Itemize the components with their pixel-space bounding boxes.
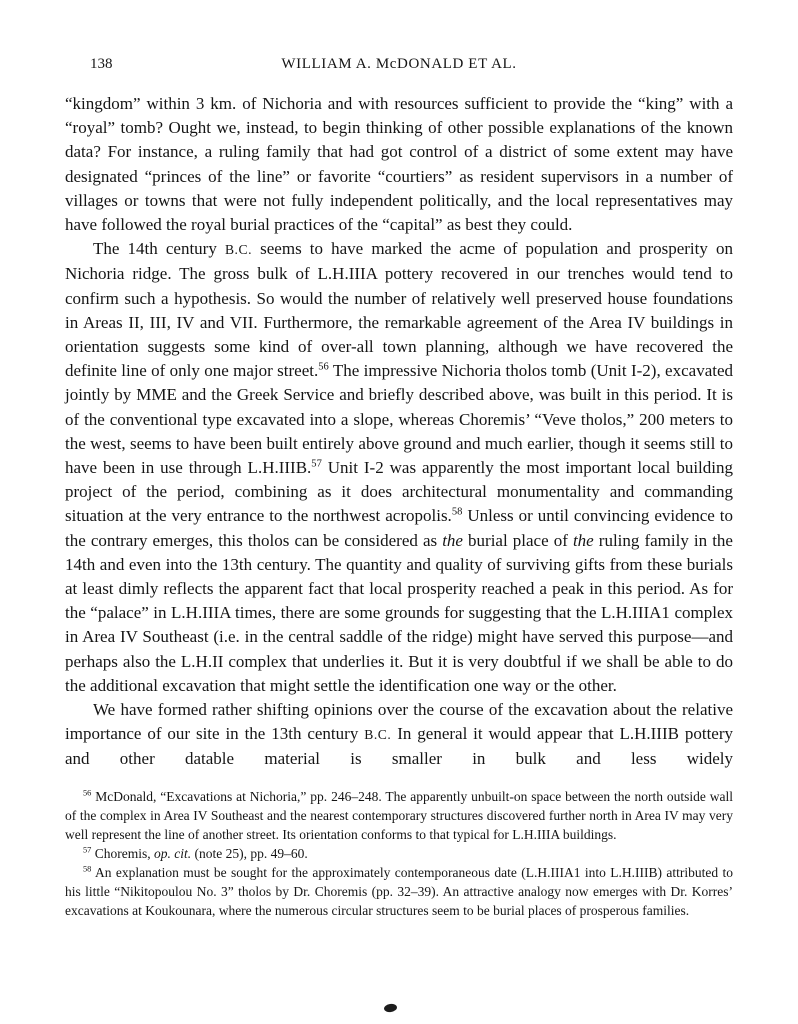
footnote-marker: 56 (318, 361, 329, 373)
text-run: Unit I-2 was apparently the most important local building project of the period, combining as it does architectural monumentality and commanding situation at the very entrance to the northwest acropolis. (65, 458, 733, 526)
footnote-marker: 58 (451, 506, 463, 518)
footnotes-section (65, 787, 733, 920)
text-run: Unless or until convincing evidence to the contrary emerges, this tholos can be considered as (65, 506, 733, 550)
footnote (65, 863, 733, 920)
footnote-marker: 57 (83, 845, 92, 855)
running-header: WILLIAM A. McDONALD ET AL. (281, 56, 517, 72)
page-number: 138 (90, 56, 113, 72)
footnote-marker: 57 (311, 458, 322, 470)
text-run: B.C. (364, 727, 392, 743)
text-run: The 14th century (93, 239, 225, 259)
text-run: (note 25), pp. 49–60. (191, 845, 308, 861)
text-run: The impressive Nichoria tholos tomb (Unit I-2), excavated jointly by MME and the Greek Service and briefly described above, was built in this period. It is of the conventional type excavated into a slope, whereas Choremis’ “Veve tholos,” 200 meters to the west, seems to have been built entirely above ground and much earlier, though it seems still to have been in use through L.H.IIIB. (65, 361, 734, 478)
text-run: B.C. (224, 242, 253, 258)
text-run: McDonald, “Excavations at Nichoria,” pp. 246–248. The apparently unbuilt-on space between the north outside wall of the complex in Area IV Southeast and the nearest contemporary structures discovered further north in Area IV may very well represent the line of another street. Its orientation conforms to that typical for L.H.IIIA buildings. (65, 788, 733, 842)
footnote (65, 844, 733, 863)
footnote-marker: 56 (83, 788, 92, 798)
footnote-marker: 58 (83, 864, 92, 874)
text-run: “kingdom” within 3 km. of Nichoria and with resources sufficient to provide the “king” with a “royal” tomb? Ought we, instead, to begin thinking of other possible explanations of the known data? For instance, a ruling family that had got control of a district of some extent may have designated “princes of the line” or favorite “courtiers” as resident supervisors in a number of villages or towns that were not fully independent politically, and the local representatives may have followed the royal burial practices of the “capital” as best they could. (65, 94, 733, 235)
paragraph (65, 92, 733, 237)
text-run: op. cit. (153, 845, 192, 861)
article-body (65, 92, 733, 772)
ink-mark (384, 1003, 398, 1013)
text-run: the (442, 530, 463, 550)
footnote (65, 787, 733, 844)
text-run: Choremis, (91, 845, 154, 861)
text-run: seems to have marked the acme of population and prosperity on Nichoria ridge. The gross bulk of L.H.IIIA pottery recovered in our trenches would tend to confirm such a hypothesis. So would the number of relatively well preserved house foundations in Areas II, III, IV and VII. Furthermore, the remarkable agreement of the Area IV buildings in orientation suggests some kind of over-all town planning, although we have recovered the definite line of only one major street. (65, 239, 733, 381)
text-run: burial place of (462, 530, 573, 550)
paragraph (65, 237, 733, 698)
text-run: An explanation must be sought for the approximately contemporaneous date (L.H.IIIA1 into L.H.IIIB) attributed to his little “Nikitopoulou No. 3” tholos by Dr. Choremis (pp. 32–39). An attractive analogy now emerges with Dr. Korres’ excavations at Koukounara, where the numerous circular structures seem to be burial places of prosperous families. (65, 864, 733, 918)
text-run: We have formed rather shifting opinions over the course of the excavation about the relative importance of our site in the 13th century (65, 700, 733, 744)
text-run: ruling family in the 14th and even into the 13th century. The quantity and quality of surviving gifts from these burials at least dimly reflects the apparent fact that local prosperity reached a peak in this period. As for the “palace” in L.H.IIIA times, there are some grounds for suggesting that the L.H.IIIA1 complex in Area IV Southeast (i.e. in the central saddle of the ridge) might have served this purpose—and perhaps also the L.H.II complex that underlies it. But it is very doubtful if we shall be able to do the additional excavation that might settle the identification one way or the other. (65, 530, 733, 695)
text-run: In general it would appear that L.H.IIIB pottery and other datable material is smaller in bulk and less widely (65, 724, 733, 769)
paragraph (65, 698, 733, 772)
page-header (65, 56, 733, 76)
text-run: the (572, 530, 594, 550)
